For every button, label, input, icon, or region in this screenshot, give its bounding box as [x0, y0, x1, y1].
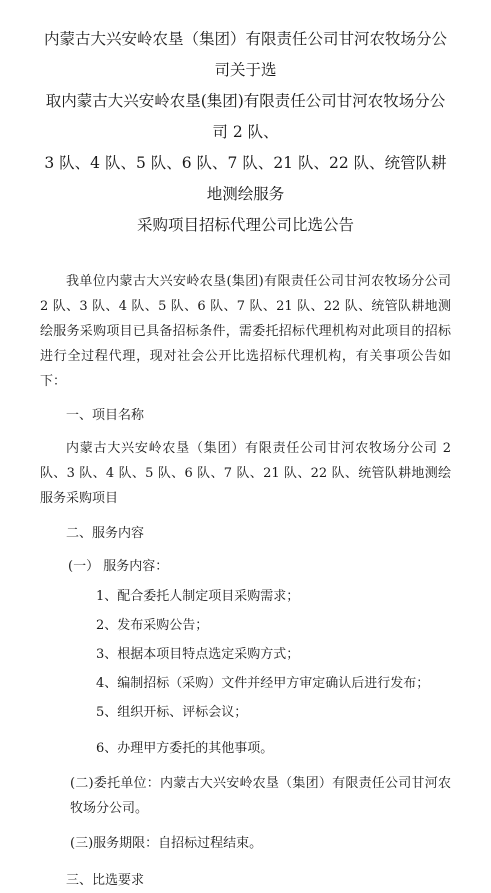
title-line-2: 取内蒙古大兴安岭农垦(集团)有限责任公司甘河农牧场分公司 2 队、 — [45, 92, 446, 141]
title-line-3: 3 队、4 队、5 队、6 队、7 队、21 队、22 队、统管队耕地测绘服务 — [44, 154, 447, 203]
title-line-4: 采购项目招标代理公司比选公告 — [136, 216, 354, 234]
section-3-heading: 三、比选要求 — [66, 873, 145, 888]
section-2-sub-2: (二)委托单位：内蒙古大兴安岭农垦（集团）有限责任公司甘河农牧场分公司。 — [70, 776, 451, 816]
section-2-sub-3: (三)服务期限：自招标过程结束。 — [70, 836, 263, 851]
service-item-2: 2、发布采购公告； — [96, 618, 209, 633]
section-1-heading: 一、项目名称 — [66, 408, 145, 423]
section-1-content: 内蒙古大兴安岭农垦（集团）有限责任公司甘河农牧场分公司 2 队、3 队、4 队、5 队、6 队、7 队、21 队、22 队、统管队耕地测绘服务采购项目 — [40, 441, 451, 506]
document-title — [40, 24, 451, 241]
intro-paragraph: 我单位内蒙古大兴安岭农垦(集团)有限责任公司甘河农牧场分公司 2 队、3 队、4 队、5 队、6 队、7 队、21 队、22 队、统管队耕地测绘服务采购项目已具备招标条件，需委托招标代理机构对此项目的招标进行全过程代理，现对社会公开比选招标代理机构，有关事项公告如下： — [40, 274, 451, 389]
section-2-heading: 二、服务内容 — [66, 526, 145, 541]
section-2-sub-1-heading: (一） 服务内容： — [68, 559, 169, 574]
service-item-3: 3、根据本项目特点选定采购方式； — [96, 647, 300, 662]
service-item-5: 5、组织开标、评标会议； — [96, 705, 248, 720]
service-item-1: 1、配合委托人制定项目采购需求； — [96, 589, 300, 604]
service-item-4: 4、编制招标（采购）文件并经甲方审定确认后进行发布； — [96, 676, 430, 691]
title-line-1: 内蒙古大兴安岭农垦（集团）有限责任公司甘河农牧场分公司关于选 — [43, 30, 447, 79]
service-item-6: 6、办理甲方委托的其他事项。 — [96, 741, 274, 756]
